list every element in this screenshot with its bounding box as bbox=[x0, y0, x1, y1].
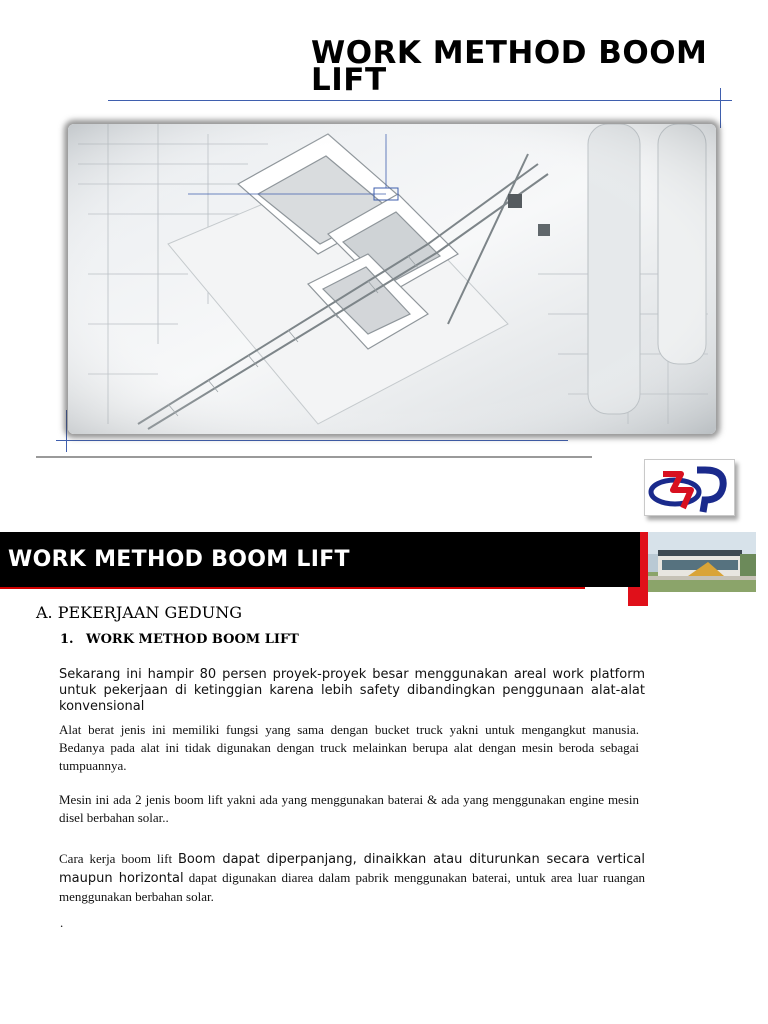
section-heading: A. PEKERJAAN GEDUNG bbox=[36, 603, 243, 622]
banner-black-accent bbox=[628, 532, 640, 587]
subsection-number: 1. bbox=[60, 632, 74, 647]
how-suffix: dapat digunakan diarea dalam pabrik menggunakan baterai, untuk area luar ruangan menggunakan berbahan solar. bbox=[59, 870, 645, 904]
title-underline bbox=[108, 100, 732, 101]
paragraph-how-it-works bbox=[59, 850, 645, 906]
hero-bottom-line bbox=[56, 440, 568, 441]
trailing-mark: . bbox=[60, 915, 64, 930]
how-emphasis: Boom dapat diperpanjang, dinaikkan atau diturunkan secara vertical maupun horizontal bbox=[59, 852, 645, 886]
section-banner: WORK METHOD BOOM LIFT bbox=[0, 532, 640, 587]
paragraph-intro: Sekarang ini hampir 80 persen proyek-proyek besar menggunakan areal work platform untuk pekerjaan di ketinggian karena lebih safety dibandingkan penggunaan alat-alat konvensional bbox=[59, 667, 645, 714]
building-photo-icon bbox=[648, 532, 756, 592]
subsection-heading bbox=[60, 632, 299, 647]
blueprint-building-crane-image bbox=[68, 124, 716, 434]
company-logo bbox=[644, 459, 735, 516]
paragraph-types: Mesin ini ada 2 jenis boom lift yakni ada yang menggunakan baterai & ada yang menggunakan engine mesin disel berbahan solar.. bbox=[59, 792, 639, 825]
hero-image bbox=[68, 124, 716, 434]
how-prefix: Cara kerja boom lift bbox=[59, 851, 179, 866]
paragraph-function: Alat berat jenis ini memiliki fungsi yang sama dengan bucket truck yakni untuk mengangkut manusia. Bedanya pada alat ini tidak digunakan dengan truck melainkan berupa alat dengan mesin beroda sebagai tumpuannya. bbox=[59, 722, 639, 773]
building-photo bbox=[648, 532, 756, 592]
company-logo-icon bbox=[645, 460, 734, 515]
page-title: WORK METHOD BOOM LIFT bbox=[311, 35, 708, 98]
subsection-label: WORK METHOD BOOM LIFT bbox=[86, 632, 299, 647]
hero-crosshair bbox=[66, 410, 67, 452]
title-crosshair bbox=[720, 88, 721, 128]
banner-red-underline bbox=[0, 587, 585, 589]
separator-rule bbox=[36, 456, 592, 458]
